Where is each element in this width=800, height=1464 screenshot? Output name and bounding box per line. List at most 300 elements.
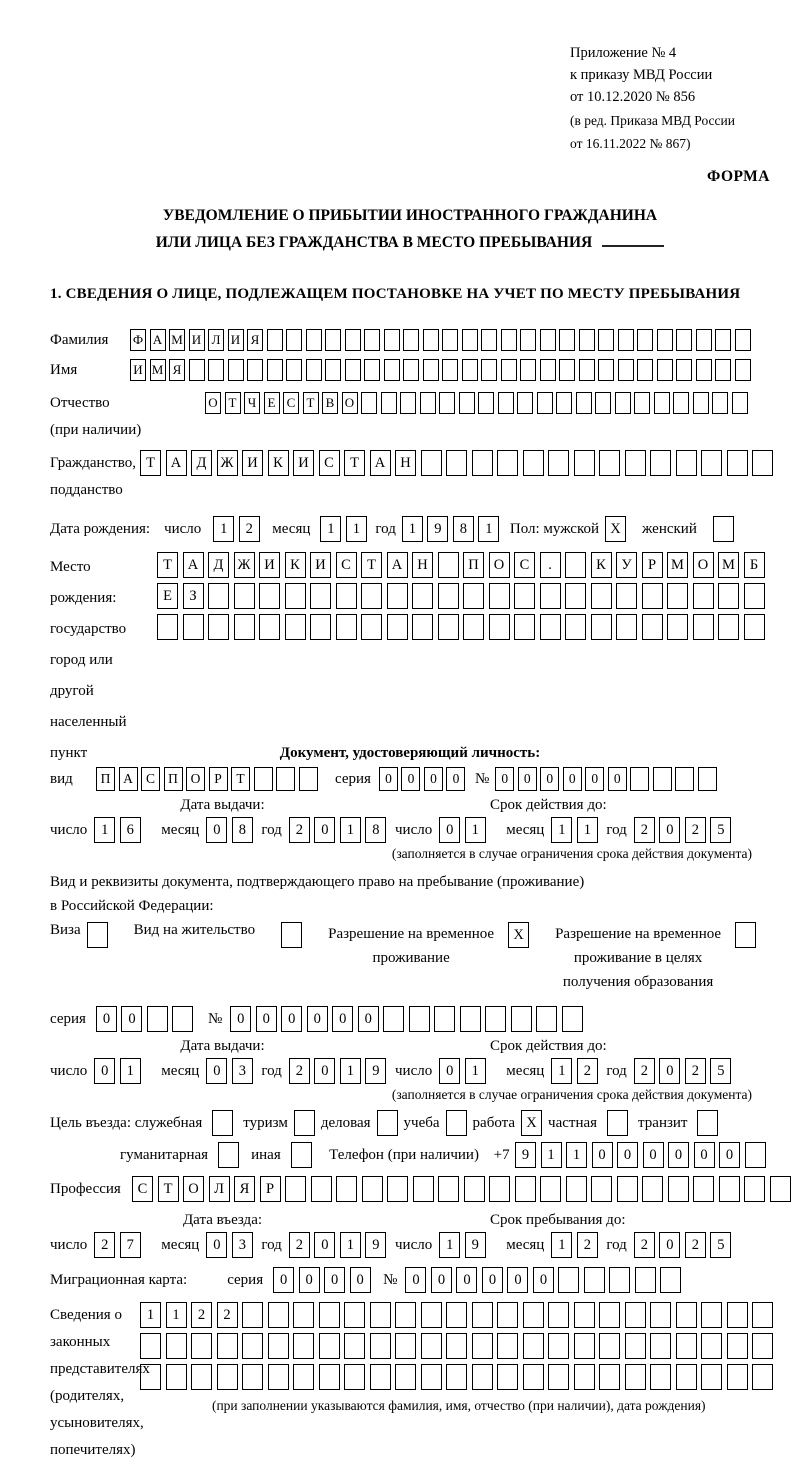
- form-cell[interactable]: 0: [495, 767, 514, 791]
- form-cell[interactable]: 1: [551, 1232, 572, 1258]
- form-cell[interactable]: 0: [540, 767, 559, 791]
- form-cell[interactable]: [166, 1364, 187, 1390]
- form-cell[interactable]: [423, 359, 439, 381]
- form-cell[interactable]: [657, 359, 673, 381]
- form-cell[interactable]: [242, 1302, 263, 1328]
- form-cell[interactable]: [727, 450, 748, 476]
- form-cell[interactable]: [676, 359, 692, 381]
- form-cell[interactable]: А: [387, 552, 408, 578]
- form-cell[interactable]: 0: [592, 1142, 613, 1168]
- form-cell[interactable]: [463, 583, 484, 609]
- form-cell[interactable]: [650, 1333, 671, 1359]
- form-cell[interactable]: Е: [264, 392, 280, 414]
- form-cell[interactable]: 1: [94, 817, 115, 843]
- form-cell[interactable]: [579, 329, 595, 351]
- form-cell[interactable]: 0: [94, 1058, 115, 1084]
- form-cell[interactable]: З: [183, 583, 204, 609]
- form-cell[interactable]: [242, 1364, 263, 1390]
- form-cell[interactable]: [336, 583, 357, 609]
- form-cell[interactable]: 1: [402, 516, 423, 542]
- form-cell[interactable]: [403, 359, 419, 381]
- form-cell[interactable]: [438, 614, 459, 640]
- form-cell[interactable]: О: [342, 392, 358, 414]
- form-cell[interactable]: [574, 1302, 595, 1328]
- form-cell[interactable]: [299, 767, 318, 791]
- form-cell[interactable]: 1: [478, 516, 499, 542]
- form-cell[interactable]: [540, 583, 561, 609]
- form-cell[interactable]: [462, 359, 478, 381]
- form-cell[interactable]: [548, 450, 569, 476]
- form-cell[interactable]: 0: [350, 1267, 371, 1293]
- form-cell[interactable]: [361, 392, 377, 414]
- form-cell[interactable]: [637, 359, 653, 381]
- form-cell[interactable]: [286, 329, 302, 351]
- purpose-study-checkbox[interactable]: [446, 1110, 467, 1136]
- form-cell[interactable]: 5: [710, 1232, 731, 1258]
- form-cell[interactable]: [719, 1176, 740, 1202]
- form-cell[interactable]: [310, 614, 331, 640]
- form-cell[interactable]: [642, 1176, 663, 1202]
- form-cell[interactable]: [701, 450, 722, 476]
- form-cell[interactable]: [446, 1302, 467, 1328]
- form-cell[interactable]: [268, 1333, 289, 1359]
- form-cell[interactable]: [208, 614, 229, 640]
- form-cell[interactable]: 0: [314, 1232, 335, 1258]
- form-cell[interactable]: [732, 392, 748, 414]
- form-cell[interactable]: 0: [446, 767, 465, 791]
- form-cell[interactable]: 0: [401, 767, 420, 791]
- form-cell[interactable]: 2: [289, 1058, 310, 1084]
- form-cell[interactable]: [515, 1176, 536, 1202]
- form-cell[interactable]: [565, 614, 586, 640]
- purpose-work-checkbox[interactable]: X: [521, 1110, 542, 1136]
- form-cell[interactable]: 0: [585, 767, 604, 791]
- form-cell[interactable]: 0: [563, 767, 582, 791]
- form-cell[interactable]: 0: [533, 1267, 554, 1293]
- form-cell[interactable]: У: [616, 552, 637, 578]
- form-cell[interactable]: [421, 1302, 442, 1328]
- form-cell[interactable]: С: [141, 767, 160, 791]
- form-cell[interactable]: Н: [395, 450, 416, 476]
- form-cell[interactable]: [395, 1364, 416, 1390]
- form-cell[interactable]: [254, 767, 273, 791]
- form-cell[interactable]: 9: [427, 516, 448, 542]
- form-cell[interactable]: 0: [96, 1006, 117, 1032]
- form-cell[interactable]: [147, 1006, 168, 1032]
- form-cell[interactable]: [657, 329, 673, 351]
- form-cell[interactable]: К: [268, 450, 289, 476]
- form-cell[interactable]: [344, 1333, 365, 1359]
- form-cell[interactable]: С: [336, 552, 357, 578]
- form-cell[interactable]: [701, 1333, 722, 1359]
- form-cell[interactable]: [618, 359, 634, 381]
- form-cell[interactable]: [559, 359, 575, 381]
- form-cell[interactable]: [625, 1364, 646, 1390]
- form-cell[interactable]: П: [96, 767, 115, 791]
- form-cell[interactable]: [497, 450, 518, 476]
- form-cell[interactable]: [409, 1006, 430, 1032]
- form-cell[interactable]: П: [164, 767, 183, 791]
- form-cell[interactable]: [514, 583, 535, 609]
- form-cell[interactable]: А: [150, 329, 166, 351]
- form-cell[interactable]: [599, 1333, 620, 1359]
- form-cell[interactable]: [442, 329, 458, 351]
- form-cell[interactable]: [676, 450, 697, 476]
- form-cell[interactable]: 7: [120, 1232, 141, 1258]
- form-cell[interactable]: [442, 359, 458, 381]
- form-cell[interactable]: [540, 359, 556, 381]
- form-cell[interactable]: [653, 767, 672, 791]
- form-cell[interactable]: [675, 767, 694, 791]
- form-cell[interactable]: [559, 329, 575, 351]
- form-cell[interactable]: 0: [439, 817, 460, 843]
- form-cell[interactable]: А: [370, 450, 391, 476]
- form-cell[interactable]: [598, 359, 614, 381]
- form-cell[interactable]: [558, 1267, 579, 1293]
- form-cell[interactable]: [634, 392, 650, 414]
- form-cell[interactable]: [293, 1333, 314, 1359]
- form-cell[interactable]: 0: [659, 817, 680, 843]
- form-cell[interactable]: [485, 1006, 506, 1032]
- form-cell[interactable]: 3: [232, 1232, 253, 1258]
- form-cell[interactable]: [523, 450, 544, 476]
- form-cell[interactable]: [548, 1302, 569, 1328]
- form-cell[interactable]: [140, 1333, 161, 1359]
- form-cell[interactable]: [625, 1302, 646, 1328]
- form-cell[interactable]: [472, 1364, 493, 1390]
- form-cell[interactable]: [259, 614, 280, 640]
- form-cell[interactable]: 2: [577, 1232, 598, 1258]
- form-cell[interactable]: [489, 583, 510, 609]
- form-cell[interactable]: [412, 614, 433, 640]
- form-cell[interactable]: Я: [234, 1176, 255, 1202]
- form-cell[interactable]: 0: [314, 1058, 335, 1084]
- form-cell[interactable]: С: [514, 552, 535, 578]
- form-cell[interactable]: И: [310, 552, 331, 578]
- form-cell[interactable]: [172, 1006, 193, 1032]
- form-cell[interactable]: [423, 329, 439, 351]
- form-cell[interactable]: [489, 614, 510, 640]
- form-cell[interactable]: 2: [191, 1302, 212, 1328]
- form-cell[interactable]: [712, 392, 728, 414]
- form-cell[interactable]: 0: [424, 767, 443, 791]
- form-cell[interactable]: [234, 614, 255, 640]
- form-cell[interactable]: [285, 583, 306, 609]
- form-cell[interactable]: 0: [659, 1058, 680, 1084]
- form-cell[interactable]: [752, 1333, 773, 1359]
- purpose-business-checkbox[interactable]: [377, 1110, 398, 1136]
- purpose-official-checkbox[interactable]: [212, 1110, 233, 1136]
- form-cell[interactable]: [497, 1302, 518, 1328]
- form-cell[interactable]: [383, 1006, 404, 1032]
- form-cell[interactable]: 0: [121, 1006, 142, 1032]
- form-cell[interactable]: 0: [439, 1058, 460, 1084]
- form-cell[interactable]: [501, 329, 517, 351]
- form-cell[interactable]: 0: [617, 1142, 638, 1168]
- form-cell[interactable]: [693, 1176, 714, 1202]
- form-cell[interactable]: [523, 1333, 544, 1359]
- form-cell[interactable]: 0: [324, 1267, 345, 1293]
- form-cell[interactable]: [511, 1006, 532, 1032]
- form-cell[interactable]: О: [183, 1176, 204, 1202]
- form-cell[interactable]: [293, 1302, 314, 1328]
- form-cell[interactable]: [310, 583, 331, 609]
- form-cell[interactable]: 0: [206, 1058, 227, 1084]
- form-cell[interactable]: [667, 614, 688, 640]
- form-cell[interactable]: [752, 450, 773, 476]
- form-cell[interactable]: 3: [232, 1058, 253, 1084]
- form-cell[interactable]: [618, 329, 634, 351]
- form-cell[interactable]: [576, 392, 592, 414]
- purpose-tourism-checkbox[interactable]: [294, 1110, 315, 1136]
- form-cell[interactable]: [276, 767, 295, 791]
- form-cell[interactable]: 2: [239, 516, 260, 542]
- form-cell[interactable]: [696, 329, 712, 351]
- form-cell[interactable]: [438, 1176, 459, 1202]
- form-cell[interactable]: [676, 1333, 697, 1359]
- form-cell[interactable]: 0: [482, 1267, 503, 1293]
- form-cell[interactable]: 1: [166, 1302, 187, 1328]
- form-cell[interactable]: [421, 1333, 442, 1359]
- form-cell[interactable]: [345, 359, 361, 381]
- form-cell[interactable]: [540, 329, 556, 351]
- form-cell[interactable]: М: [169, 329, 185, 351]
- form-cell[interactable]: [693, 614, 714, 640]
- form-cell[interactable]: Я: [247, 329, 263, 351]
- form-cell[interactable]: С: [132, 1176, 153, 1202]
- form-cell[interactable]: [361, 614, 382, 640]
- form-cell[interactable]: [267, 329, 283, 351]
- form-cell[interactable]: 0: [307, 1006, 328, 1032]
- form-cell[interactable]: О: [186, 767, 205, 791]
- form-cell[interactable]: [744, 1176, 765, 1202]
- form-cell[interactable]: [540, 614, 561, 640]
- form-cell[interactable]: 5: [710, 1058, 731, 1084]
- form-cell[interactable]: [752, 1364, 773, 1390]
- form-cell[interactable]: [446, 1333, 467, 1359]
- form-cell[interactable]: [630, 767, 649, 791]
- form-cell[interactable]: 0: [314, 817, 335, 843]
- form-cell[interactable]: [464, 1176, 485, 1202]
- form-cell[interactable]: [715, 329, 731, 351]
- form-cell[interactable]: Л: [208, 329, 224, 351]
- form-cell[interactable]: А: [166, 450, 187, 476]
- form-cell[interactable]: [478, 392, 494, 414]
- form-cell[interactable]: [616, 614, 637, 640]
- form-cell[interactable]: Т: [140, 450, 161, 476]
- form-cell[interactable]: [615, 392, 631, 414]
- form-cell[interactable]: 2: [634, 1058, 655, 1084]
- form-cell[interactable]: [642, 614, 663, 640]
- form-cell[interactable]: 1: [465, 817, 486, 843]
- form-cell[interactable]: [293, 1364, 314, 1390]
- form-cell[interactable]: [370, 1333, 391, 1359]
- form-cell[interactable]: Т: [361, 552, 382, 578]
- form-cell[interactable]: [268, 1364, 289, 1390]
- form-cell[interactable]: [395, 1302, 416, 1328]
- form-cell[interactable]: П: [463, 552, 484, 578]
- form-cell[interactable]: 0: [299, 1267, 320, 1293]
- form-cell[interactable]: 2: [685, 817, 706, 843]
- form-cell[interactable]: 1: [320, 516, 341, 542]
- form-cell[interactable]: [403, 329, 419, 351]
- form-cell[interactable]: 0: [456, 1267, 477, 1293]
- form-cell[interactable]: 1: [340, 1232, 361, 1258]
- form-cell[interactable]: [650, 1364, 671, 1390]
- form-cell[interactable]: 0: [358, 1006, 379, 1032]
- form-cell[interactable]: К: [591, 552, 612, 578]
- form-cell[interactable]: [650, 450, 671, 476]
- form-cell[interactable]: 2: [634, 817, 655, 843]
- form-cell[interactable]: [336, 1176, 357, 1202]
- form-cell[interactable]: 0: [431, 1267, 452, 1293]
- form-cell[interactable]: 1: [120, 1058, 141, 1084]
- form-cell[interactable]: 0: [694, 1142, 715, 1168]
- form-cell[interactable]: О: [693, 552, 714, 578]
- form-cell[interactable]: [517, 392, 533, 414]
- form-cell[interactable]: М: [718, 552, 739, 578]
- form-cell[interactable]: [306, 359, 322, 381]
- form-cell[interactable]: [598, 329, 614, 351]
- form-cell[interactable]: [718, 583, 739, 609]
- form-cell[interactable]: [344, 1302, 365, 1328]
- form-cell[interactable]: 0: [273, 1267, 294, 1293]
- form-cell[interactable]: 1: [551, 1058, 572, 1084]
- form-cell[interactable]: [625, 450, 646, 476]
- form-cell[interactable]: [217, 1364, 238, 1390]
- form-cell[interactable]: А: [183, 552, 204, 578]
- form-cell[interactable]: [259, 583, 280, 609]
- form-cell[interactable]: [361, 583, 382, 609]
- form-cell[interactable]: [501, 359, 517, 381]
- form-cell[interactable]: 1: [340, 817, 361, 843]
- form-cell[interactable]: В: [322, 392, 338, 414]
- form-cell[interactable]: Р: [260, 1176, 281, 1202]
- form-cell[interactable]: Т: [157, 552, 178, 578]
- form-cell[interactable]: [609, 1267, 630, 1293]
- form-cell[interactable]: 0: [668, 1142, 689, 1168]
- form-cell[interactable]: [325, 329, 341, 351]
- form-cell[interactable]: [497, 1364, 518, 1390]
- form-cell[interactable]: 9: [515, 1142, 536, 1168]
- form-cell[interactable]: [770, 1176, 791, 1202]
- form-cell[interactable]: [715, 359, 731, 381]
- form-cell[interactable]: 6: [120, 817, 141, 843]
- form-cell[interactable]: [565, 583, 586, 609]
- form-cell[interactable]: Д: [208, 552, 229, 578]
- form-cell[interactable]: [234, 583, 255, 609]
- residence-permit-checkbox[interactable]: [281, 922, 302, 948]
- form-cell[interactable]: [370, 1302, 391, 1328]
- form-cell[interactable]: [727, 1333, 748, 1359]
- form-cell[interactable]: [208, 359, 224, 381]
- form-cell[interactable]: [311, 1176, 332, 1202]
- form-cell[interactable]: [446, 1364, 467, 1390]
- form-cell[interactable]: [434, 1006, 455, 1032]
- form-cell[interactable]: 0: [608, 767, 627, 791]
- form-cell[interactable]: .: [540, 552, 561, 578]
- form-cell[interactable]: [565, 552, 586, 578]
- form-cell[interactable]: 2: [289, 1232, 310, 1258]
- form-cell[interactable]: [668, 1176, 689, 1202]
- form-cell[interactable]: [693, 392, 709, 414]
- form-cell[interactable]: [514, 614, 535, 640]
- form-cell[interactable]: [616, 583, 637, 609]
- form-cell[interactable]: 9: [365, 1232, 386, 1258]
- form-cell[interactable]: М: [667, 552, 688, 578]
- form-cell[interactable]: 0: [379, 767, 398, 791]
- form-cell[interactable]: 8: [232, 817, 253, 843]
- form-cell[interactable]: [384, 329, 400, 351]
- form-cell[interactable]: [325, 359, 341, 381]
- form-cell[interactable]: [718, 614, 739, 640]
- sex-male-checkbox[interactable]: X: [605, 516, 626, 542]
- form-cell[interactable]: [673, 392, 689, 414]
- form-cell[interactable]: 1: [346, 516, 367, 542]
- form-cell[interactable]: [140, 1364, 161, 1390]
- form-cell[interactable]: [189, 359, 205, 381]
- form-cell[interactable]: 2: [577, 1058, 598, 1084]
- form-cell[interactable]: [191, 1333, 212, 1359]
- form-cell[interactable]: [676, 329, 692, 351]
- form-cell[interactable]: [566, 1176, 587, 1202]
- form-cell[interactable]: [548, 1333, 569, 1359]
- form-cell[interactable]: [667, 583, 688, 609]
- form-cell[interactable]: 5: [710, 817, 731, 843]
- form-cell[interactable]: [481, 359, 497, 381]
- form-cell[interactable]: Т: [158, 1176, 179, 1202]
- temp-residence-edu-checkbox[interactable]: [735, 922, 756, 948]
- form-cell[interactable]: [421, 450, 442, 476]
- form-cell[interactable]: [735, 359, 751, 381]
- form-cell[interactable]: 0: [719, 1142, 740, 1168]
- form-cell[interactable]: 0: [659, 1232, 680, 1258]
- form-cell[interactable]: [537, 392, 553, 414]
- form-cell[interactable]: 0: [518, 767, 537, 791]
- form-cell[interactable]: 2: [94, 1232, 115, 1258]
- purpose-humanitarian-checkbox[interactable]: [218, 1142, 239, 1168]
- form-cell[interactable]: [381, 392, 397, 414]
- form-cell[interactable]: [395, 1333, 416, 1359]
- form-cell[interactable]: [637, 329, 653, 351]
- form-cell[interactable]: [319, 1302, 340, 1328]
- form-cell[interactable]: [242, 1333, 263, 1359]
- form-cell[interactable]: [267, 359, 283, 381]
- form-cell[interactable]: [599, 1302, 620, 1328]
- form-cell[interactable]: [481, 329, 497, 351]
- form-cell[interactable]: Ф: [130, 329, 146, 351]
- form-cell[interactable]: 0: [230, 1006, 251, 1032]
- form-cell[interactable]: 2: [685, 1058, 706, 1084]
- form-cell[interactable]: [387, 614, 408, 640]
- purpose-other-checkbox[interactable]: [291, 1142, 312, 1168]
- form-cell[interactable]: И: [293, 450, 314, 476]
- form-cell[interactable]: [462, 329, 478, 351]
- form-cell[interactable]: [387, 1176, 408, 1202]
- form-cell[interactable]: М: [150, 359, 166, 381]
- form-cell[interactable]: [744, 614, 765, 640]
- purpose-private-checkbox[interactable]: [607, 1110, 628, 1136]
- form-cell[interactable]: [562, 1006, 583, 1032]
- form-cell[interactable]: [472, 1333, 493, 1359]
- form-cell[interactable]: [676, 1302, 697, 1328]
- form-cell[interactable]: [591, 583, 612, 609]
- form-cell[interactable]: [370, 1364, 391, 1390]
- form-cell[interactable]: 0: [405, 1267, 426, 1293]
- form-cell[interactable]: [306, 329, 322, 351]
- form-cell[interactable]: Ж: [234, 552, 255, 578]
- form-cell[interactable]: Т: [225, 392, 241, 414]
